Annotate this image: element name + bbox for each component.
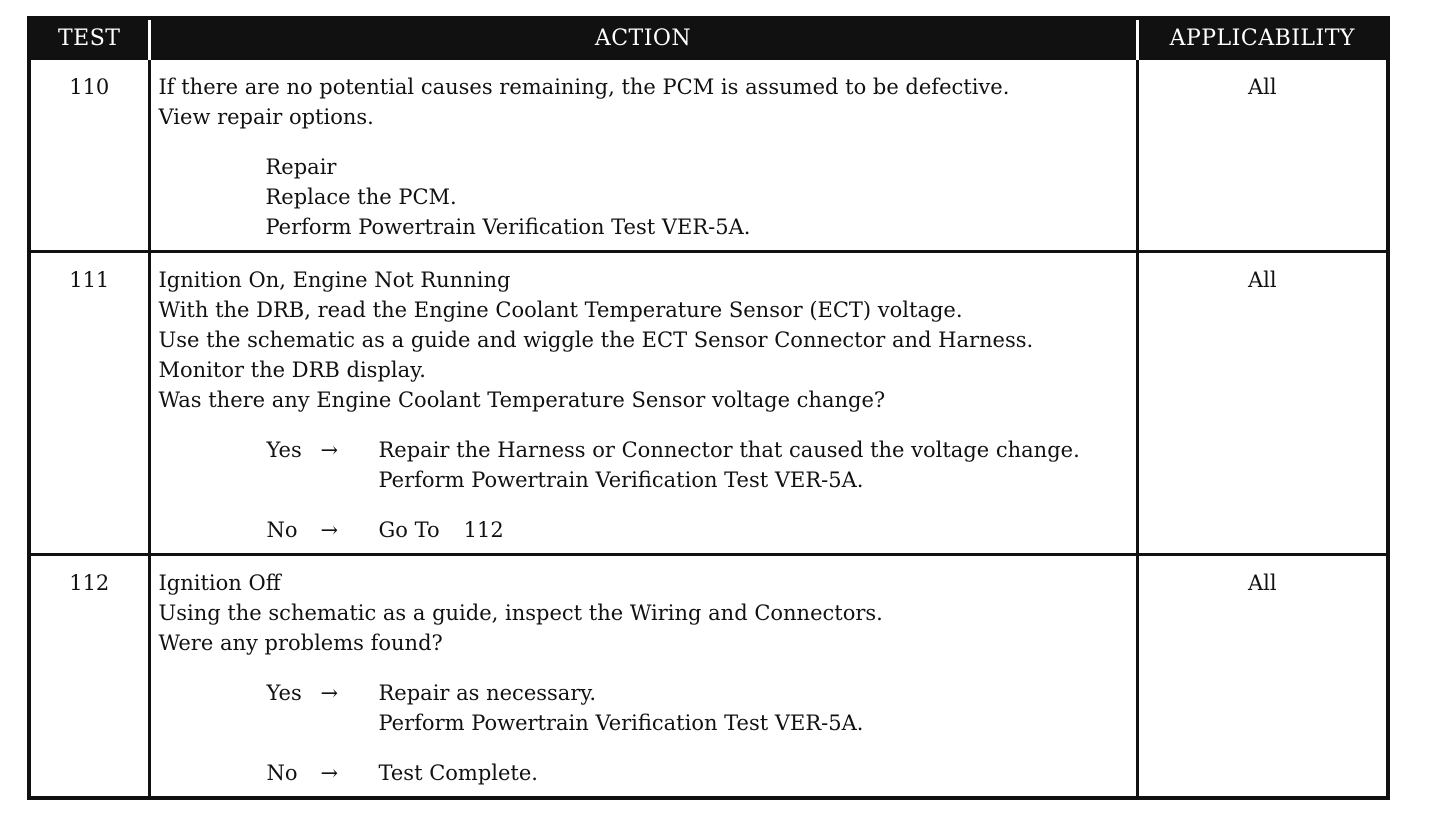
no-result bbox=[159, 758, 1128, 788]
test-number: 111 bbox=[31, 251, 149, 554]
action-line: Were any problems found? bbox=[158, 630, 443, 655]
action-line: Using the schematic as a guide, inspect the Wiring and Connectors. bbox=[158, 600, 883, 625]
action-line: Monitor the DRB display. bbox=[158, 357, 426, 382]
diagnostic-test-table bbox=[31, 20, 1386, 796]
yes-label: Yes bbox=[266, 680, 302, 705]
arrow-right-icon: → bbox=[320, 517, 339, 542]
repair-step: Perform Powertrain Verification Test VER-5A. bbox=[265, 214, 751, 239]
arrow-right-icon: → bbox=[320, 680, 339, 705]
yes-step: Perform Powertrain Verification Test VER-5A. bbox=[378, 710, 864, 735]
repair-label: Repair bbox=[265, 154, 337, 179]
column-header-applicability: APPLICABILITY bbox=[1137, 20, 1386, 58]
no-label: No bbox=[266, 517, 298, 542]
yes-step: Perform Powertrain Verification Test VER-5A. bbox=[378, 467, 864, 492]
goto-test-link[interactable]: 112 bbox=[463, 517, 504, 542]
applicability-value: All bbox=[1137, 554, 1386, 796]
no-result bbox=[159, 515, 1128, 545]
diagnostic-test-sheet bbox=[27, 16, 1390, 800]
yes-step: Repair as necessary. bbox=[378, 680, 597, 705]
yes-label: Yes bbox=[266, 437, 302, 462]
action-cell bbox=[149, 251, 1137, 554]
action-line: Was there any Engine Coolant Temperature Sensor voltage change? bbox=[158, 387, 886, 412]
action-line: Ignition On, Engine Not Running bbox=[158, 267, 511, 292]
applicability-value: All bbox=[1137, 58, 1386, 251]
action-cell bbox=[149, 58, 1137, 251]
table-header-row bbox=[31, 20, 1386, 58]
yes-result bbox=[159, 678, 1128, 738]
column-header-test: TEST bbox=[31, 20, 149, 58]
repair-step: Replace the PCM. bbox=[265, 184, 457, 209]
action-line: Use the schematic as a guide and wiggle the ECT Sensor Connector and Harness. bbox=[158, 327, 1034, 352]
arrow-right-icon: → bbox=[320, 437, 339, 462]
repair-steps bbox=[159, 182, 1128, 242]
yes-result bbox=[159, 435, 1128, 495]
action-line: With the DRB, read the Engine Coolant Temperature Sensor (ECT) voltage. bbox=[158, 297, 963, 322]
column-header-action: ACTION bbox=[149, 20, 1137, 58]
applicability-value: All bbox=[1137, 251, 1386, 554]
no-step: Test Complete. bbox=[378, 760, 538, 785]
yes-step: Repair the Harness or Connector that caused the voltage change. bbox=[378, 437, 1080, 462]
action-line: Ignition Off bbox=[158, 570, 281, 595]
no-label: No bbox=[266, 760, 298, 785]
table-row-test-110 bbox=[31, 58, 1386, 251]
action-cell bbox=[149, 554, 1137, 796]
table-row-test-111 bbox=[31, 251, 1386, 554]
table-row-test-112 bbox=[31, 554, 1386, 796]
test-number: 110 bbox=[31, 58, 149, 251]
arrow-right-icon: → bbox=[320, 760, 339, 785]
goto-label: Go To bbox=[378, 517, 440, 542]
action-line: If there are no potential causes remaining, the PCM is assumed to be defective. bbox=[158, 74, 1010, 99]
test-number: 112 bbox=[31, 554, 149, 796]
action-line: View repair options. bbox=[158, 104, 374, 129]
